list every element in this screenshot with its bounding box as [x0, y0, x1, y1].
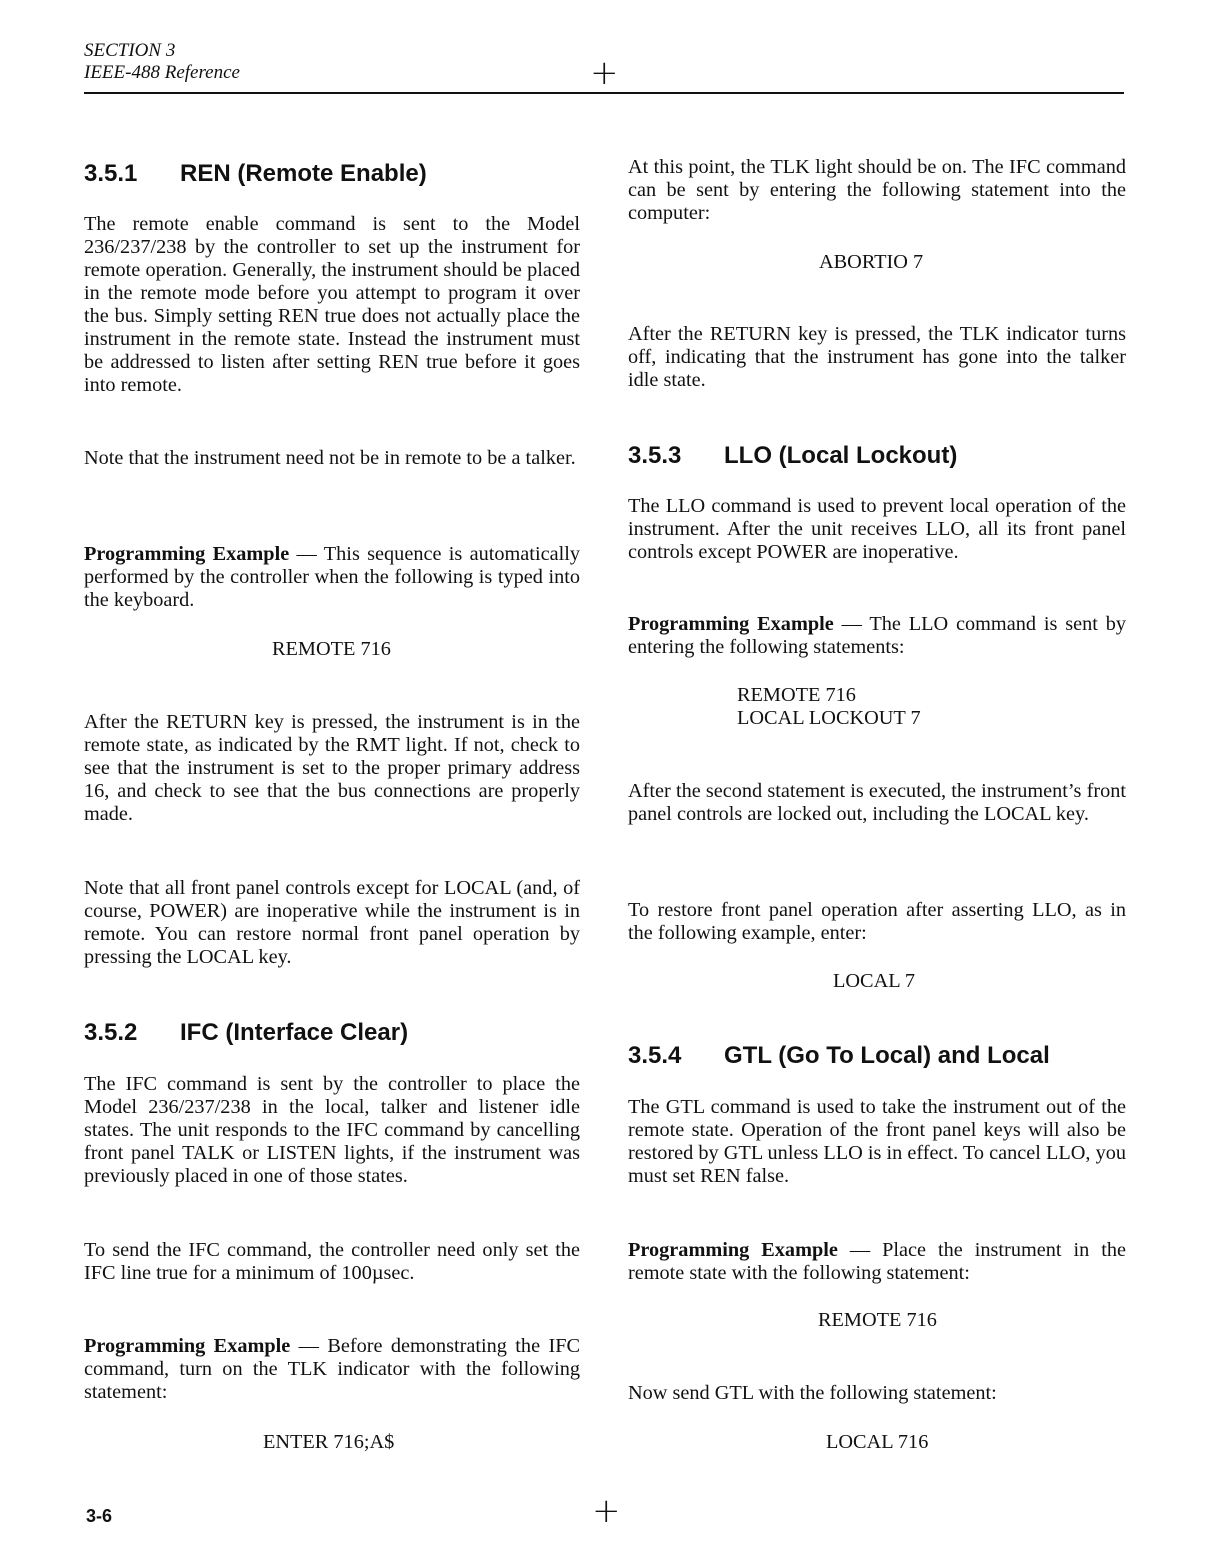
heading-number: 3.5.4	[628, 1042, 682, 1069]
paragraph-gtl-example	[628, 1239, 1126, 1285]
example-label: Programming Example	[84, 543, 290, 565]
code-abortio-7: ABORTIO 7	[819, 251, 924, 273]
heading-number: 3.5.1	[84, 160, 138, 187]
heading-title: IFC (Interface Clear)	[180, 1019, 409, 1046]
heading-number: 3.5.2	[84, 1019, 138, 1046]
example-text: — Before demonstrating the IFC command, turn on the TLK indicator with the following statement:	[84, 1335, 581, 1403]
heading-title: LLO (Local Lockout)	[724, 442, 958, 469]
heading-title: GTL (Go To Local) and Local	[724, 1042, 1050, 1069]
paragraph-ren-example	[84, 543, 580, 612]
page-number: 3-6	[86, 1506, 113, 1526]
paragraph-gtl-intro: The GTL command is used to take the instrument out of the remote state. Operation of the front panel keys will also be restored by GTL unless LLO is in effect. To cancel LLO, you must set REN false.	[628, 1096, 1126, 1187]
paragraph-llo-restore: To restore front panel operation after asserting LLO, as in the following example, enter:	[628, 899, 1126, 944]
heading-3-5-4	[628, 1042, 1050, 1070]
code-local-7: LOCAL 7	[833, 970, 916, 992]
paragraph-ren-intro: The remote enable command is sent to the Model 236/237/238 by the controller to set up the instrument for remote operation. Generally, the instrument should be placed in the remote mode before you attempt to program it over the bus. Simply setting REN true does not actually place the instrument in the remote state. Instead the instrument must be addressed to listen after setting REN true before it goes into remote.	[84, 213, 580, 396]
heading-3-5-2	[84, 1019, 408, 1047]
heading-3-5-1	[84, 160, 427, 188]
crosshair-top-icon: +	[590, 53, 619, 93]
paragraph-tlk-light: At this point, the TLK light should be on. The IFC command can be sent by entering the following statement into the computer:	[628, 156, 1126, 224]
example-text: — Place the instrument in the remote state with the following statement:	[628, 1239, 1127, 1284]
code-local-lockout-7: LOCAL LOCKOUT 7	[737, 707, 921, 729]
paragraph-gtl-send: Now send GTL with the following statement:	[628, 1382, 997, 1404]
heading-3-5-3	[628, 442, 957, 470]
example-label: Programming Example	[628, 613, 834, 635]
example-label: Programming Example	[84, 1335, 291, 1357]
code-enter-716: ENTER 716;A$	[263, 1431, 395, 1453]
paragraph-ren-return: After the RETURN key is pressed, the instrument is in the remote state, as indicated by the RMT light. If not, check to see that the instrument is set to the proper primary address 16, and check to see that the bus connections are properly made.	[84, 711, 580, 825]
crosshair-bottom-icon: +	[592, 1491, 621, 1531]
example-text: — The LLO command is sent by entering the following statements:	[628, 613, 1126, 658]
section-subtitle: IEEE-488 Reference	[84, 62, 240, 83]
paragraph-ifc-example	[84, 1335, 580, 1404]
paragraph-ifc-intro: The IFC command is sent by the controller to place the Model 236/237/238 in the local, talker and listener idle states. The unit responds to the IFC command by cancelling front panel TALK or LISTEN lights, if the instrument was previously placed in one of those states.	[84, 1073, 580, 1187]
example-text: — This sequence is automatically performed by the controller when the following is typed into the keyboard.	[84, 543, 580, 611]
code-remote-716: REMOTE 716	[818, 1309, 937, 1331]
paragraph-llo-intro: The LLO command is used to prevent local operation of the instrument. After the unit receives LLO, all its front panel controls except POWER are inoperative.	[628, 495, 1126, 563]
paragraph-ifc-send: To send the IFC command, the controller need only set the IFC line true for a minimum of 100µsec.	[84, 1239, 580, 1284]
section-label: SECTION 3	[84, 40, 176, 61]
code-remote-716: REMOTE 716	[737, 684, 856, 706]
paragraph-llo-example	[628, 613, 1126, 659]
running-header	[84, 40, 240, 84]
code-local-716: LOCAL 716	[826, 1431, 929, 1453]
paragraph-llo-executed: After the second statement is executed, the instrument’s front panel controls are locked out, including the LOCAL key.	[628, 780, 1126, 825]
header-rule	[84, 92, 1124, 94]
paragraph-ren-local: Note that all front panel controls except for LOCAL (and, of course, POWER) are inoperative while the instrument is in remote. You can restore normal front panel operation by pressing the LOCAL key.	[84, 877, 580, 968]
heading-title: REN (Remote Enable)	[180, 160, 427, 187]
paragraph-ren-talker: Note that the instrument need not be in remote to be a talker.	[84, 447, 576, 469]
heading-number: 3.5.3	[628, 442, 682, 469]
example-label: Programming Example	[628, 1239, 838, 1261]
paragraph-tlk-return: After the RETURN key is pressed, the TLK indicator turns off, indicating that the instrument has gone into the talker idle state.	[628, 323, 1126, 391]
code-remote-716: REMOTE 716	[272, 638, 391, 660]
